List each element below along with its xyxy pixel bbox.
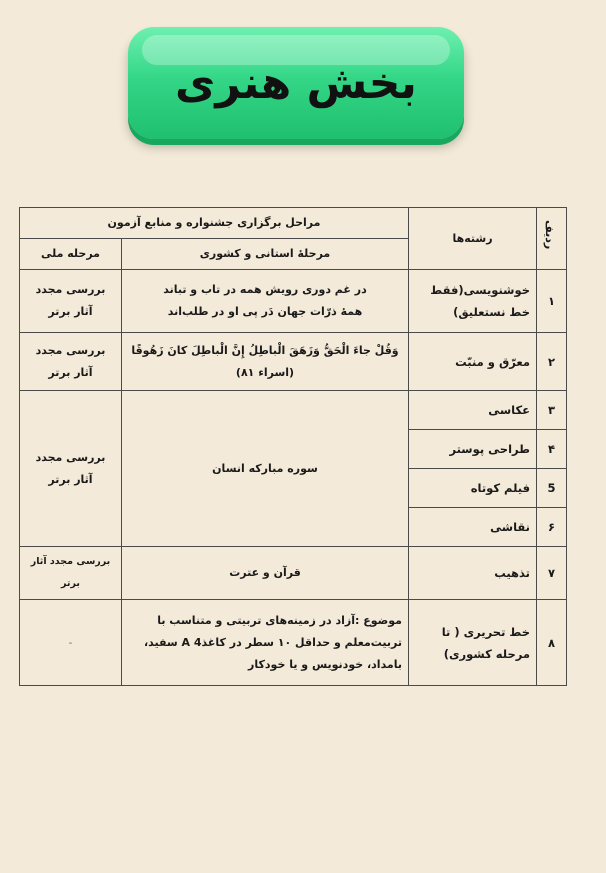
row-number: ۶ bbox=[537, 508, 567, 547]
provincial-source: سوره مبارکه انسان bbox=[122, 391, 409, 547]
field-name: معرّق و منبّت bbox=[409, 333, 537, 391]
table-row bbox=[20, 600, 567, 686]
provincial-source: قرآن و عترت bbox=[122, 547, 409, 600]
source-line: (اسراء ۸۱) bbox=[235, 365, 295, 379]
source-line: در غم دوری رویش همه در تاب و تباند bbox=[163, 283, 367, 296]
field-name: طراحی پوستر bbox=[409, 430, 537, 469]
table-row bbox=[20, 547, 567, 600]
national-stage: بررسی مجدد آثار برتر bbox=[20, 270, 122, 333]
provincial-source bbox=[122, 333, 409, 391]
national-stage: بررسی مجدد آثار برتر bbox=[20, 333, 122, 391]
table-row bbox=[20, 391, 567, 430]
header-national: مرحله ملی bbox=[20, 239, 122, 270]
field-name: تذهیب bbox=[409, 547, 537, 600]
row-number: ۷ bbox=[537, 547, 567, 600]
table-row bbox=[20, 270, 567, 333]
row-number: ۱ bbox=[537, 270, 567, 333]
row-number: ۲ bbox=[537, 333, 567, 391]
field-name: خط تحریری ( تا مرحله کشوری) bbox=[409, 600, 537, 686]
header-stages: مراحل برگزاری جشنواره و منابع آزمون bbox=[20, 208, 409, 239]
section-banner bbox=[128, 27, 464, 139]
source-line: همهٔ ذرّات جهان دَر پی او در طلب‌اند bbox=[167, 305, 363, 318]
national-stage: - bbox=[20, 600, 122, 686]
field-name: خوشنویسی(فقط خط نستعلیق) bbox=[409, 270, 537, 333]
festival-table bbox=[19, 207, 567, 686]
row-number: ۴ bbox=[537, 430, 567, 469]
row-number: 5 bbox=[537, 469, 567, 508]
source-line: وَقُلْ جاءَ الْحَقُّ وَزَهَقَ الْباطِلُ إِنَّ الْباطِلَ كانَ زَهُوقًا bbox=[131, 343, 399, 357]
national-stage: بررسی مجدد آثار برتر bbox=[20, 391, 122, 547]
field-name: عکاسی bbox=[409, 391, 537, 430]
row-number: ۸ bbox=[537, 600, 567, 686]
header-radif: ردیف bbox=[537, 208, 567, 270]
field-name: فیلم کوتاه bbox=[409, 469, 537, 508]
section-title: بخش هنری bbox=[175, 57, 417, 109]
row-number: ۳ bbox=[537, 391, 567, 430]
header-provincial: مرحلهٔ استانی و کشوری bbox=[122, 239, 409, 270]
header-row bbox=[20, 208, 567, 239]
table-row bbox=[20, 333, 567, 391]
field-name: نقاشی bbox=[409, 508, 537, 547]
provincial-source bbox=[122, 270, 409, 333]
header-fields: رشته‌ها bbox=[409, 208, 537, 270]
provincial-source: موضوع :آزاد در زمینه‌های تربیتی و متناسب با تربیت‌معلم و حداقل ۱۰ سطر در کاغذA 4 سفید، بامداد، خودنویس و یا خودکار bbox=[122, 600, 409, 686]
national-stage: بررسی مجدد آثار برتر bbox=[20, 547, 122, 600]
